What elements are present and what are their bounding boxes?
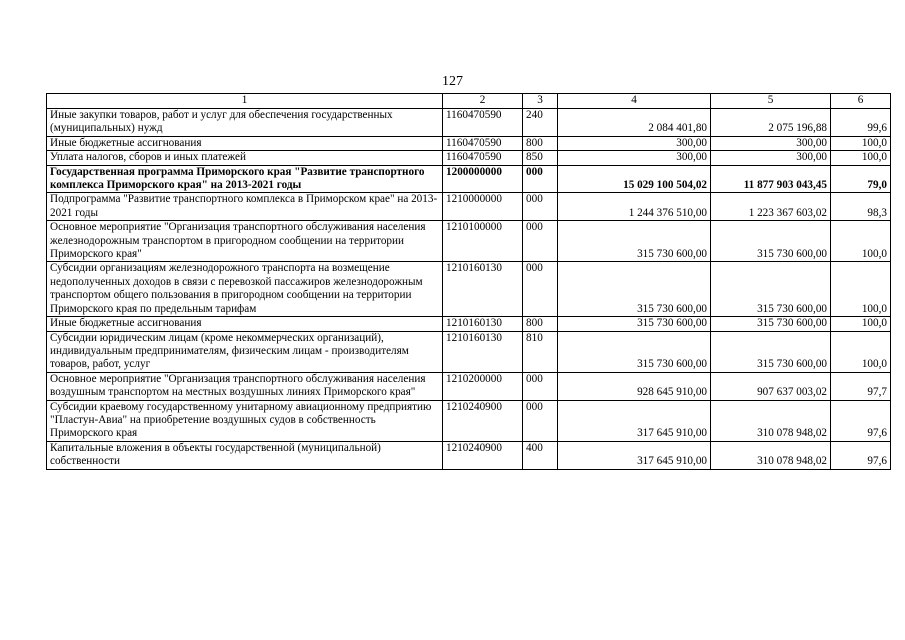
row-percent: 98,3 [831,193,891,221]
row-plan-amount: 300,00 [558,151,711,165]
row-expense-type: 000 [523,262,558,317]
row-name: Иные бюджетные ассигнования [47,136,443,150]
budget-table [46,93,891,470]
row-actual-amount: 315 730 600,00 [711,262,831,317]
row-expense-type: 810 [523,331,558,372]
row-name: Основное мероприятие "Организация транспортного обслуживания населения воздушным транспортом на местных воздушных линиях Приморского края" [47,372,443,400]
row-name: Субсидии краевому государственному унитарному авиационному предприятию "Пластун-Авиа" на приобретение воздушных судов в собственность Приморского края [47,400,443,441]
table-row [47,151,891,165]
row-code: 1200000000 [443,165,523,193]
column-header: 4 [558,94,711,109]
row-code: 1160470590 [443,151,523,165]
row-actual-amount: 1 223 367 603,02 [711,193,831,221]
row-code: 1160470590 [443,136,523,150]
table-row [47,441,891,469]
column-header: 3 [523,94,558,109]
table-row [47,400,891,441]
row-plan-amount: 15 029 100 504,02 [558,165,711,193]
row-actual-amount: 315 730 600,00 [711,331,831,372]
row-plan-amount: 317 645 910,00 [558,441,711,469]
row-name: Субсидии организациям железнодорожного транспорта на возмещение недополученных доходов в связи с перевозкой пассажиров железнодорожным транспортом общего пользования в пригородном сообщении на территории Приморского края по предельным тарифам [47,262,443,317]
row-percent: 97,7 [831,372,891,400]
header-row [47,94,891,109]
row-plan-amount: 2 084 401,80 [558,109,711,137]
row-code: 1210000000 [443,193,523,221]
row-code: 1210160130 [443,317,523,331]
row-actual-amount: 907 637 003,02 [711,372,831,400]
row-percent: 100,0 [831,331,891,372]
row-percent: 97,6 [831,400,891,441]
row-name: Государственная программа Приморского края "Развитие транспортного комплекса Приморского края" на 2013-2021 годы [47,165,443,193]
row-code: 1210240900 [443,400,523,441]
row-percent: 99,6 [831,109,891,137]
row-percent: 97,6 [831,441,891,469]
row-actual-amount: 11 877 903 043,45 [711,165,831,193]
row-code: 1210160130 [443,262,523,317]
row-percent: 100,0 [831,221,891,262]
row-percent: 100,0 [831,317,891,331]
page-number: 127 [442,74,463,89]
column-header: 2 [443,94,523,109]
table-row [47,372,891,400]
row-plan-amount: 315 730 600,00 [558,317,711,331]
row-expense-type: 000 [523,193,558,221]
row-plan-amount: 315 730 600,00 [558,221,711,262]
row-actual-amount: 300,00 [711,151,831,165]
row-name: Иные бюджетные ассигнования [47,317,443,331]
row-expense-type: 800 [523,317,558,331]
row-actual-amount: 315 730 600,00 [711,317,831,331]
row-code: 1210200000 [443,372,523,400]
table-row [47,262,891,317]
row-actual-amount: 300,00 [711,136,831,150]
row-percent: 100,0 [831,262,891,317]
row-name: Субсидии юридическим лицам (кроме некоммерческих организаций), индивидуальным предпринимателям, физическим лицам - производителям товаров, работ, услуг [47,331,443,372]
column-header: 1 [47,94,443,109]
column-header: 6 [831,94,891,109]
row-name: Подпрограмма "Развитие транспортного комплекса в Приморском крае" на 2013-2021 годы [47,193,443,221]
row-plan-amount: 1 244 376 510,00 [558,193,711,221]
row-actual-amount: 2 075 196,88 [711,109,831,137]
row-name: Основное мероприятие "Организация транспортного обслуживания населения железнодорожным транспортом в пригородном сообщении на территории Приморского края" [47,221,443,262]
row-plan-amount: 315 730 600,00 [558,331,711,372]
column-header: 5 [711,94,831,109]
row-percent: 100,0 [831,151,891,165]
row-name: Капитальные вложения в объекты государственной (муниципальной) собственности [47,441,443,469]
row-plan-amount: 300,00 [558,136,711,150]
row-actual-amount: 310 078 948,02 [711,441,831,469]
table-row [47,221,891,262]
row-name: Иные закупки товаров, работ и услуг для обеспечения государственных (муниципальных) нужд [47,109,443,137]
row-expense-type: 400 [523,441,558,469]
row-expense-type: 000 [523,400,558,441]
table-row [47,136,891,150]
table-row [47,317,891,331]
row-percent: 100,0 [831,136,891,150]
row-expense-type: 800 [523,136,558,150]
row-code: 1210240900 [443,441,523,469]
row-actual-amount: 315 730 600,00 [711,221,831,262]
row-plan-amount: 317 645 910,00 [558,400,711,441]
row-plan-amount: 315 730 600,00 [558,262,711,317]
row-actual-amount: 310 078 948,02 [711,400,831,441]
table-row [47,193,891,221]
row-expense-type: 850 [523,151,558,165]
row-expense-type: 240 [523,109,558,137]
row-code: 1210100000 [443,221,523,262]
row-expense-type: 000 [523,221,558,262]
row-name: Уплата налогов, сборов и иных платежей [47,151,443,165]
table-row [47,109,891,137]
row-expense-type: 000 [523,165,558,193]
table-row [47,331,891,372]
row-code: 1210160130 [443,331,523,372]
row-percent: 79,0 [831,165,891,193]
row-code: 1160470590 [443,109,523,137]
table-row [47,165,891,193]
row-plan-amount: 928 645 910,00 [558,372,711,400]
row-expense-type: 000 [523,372,558,400]
